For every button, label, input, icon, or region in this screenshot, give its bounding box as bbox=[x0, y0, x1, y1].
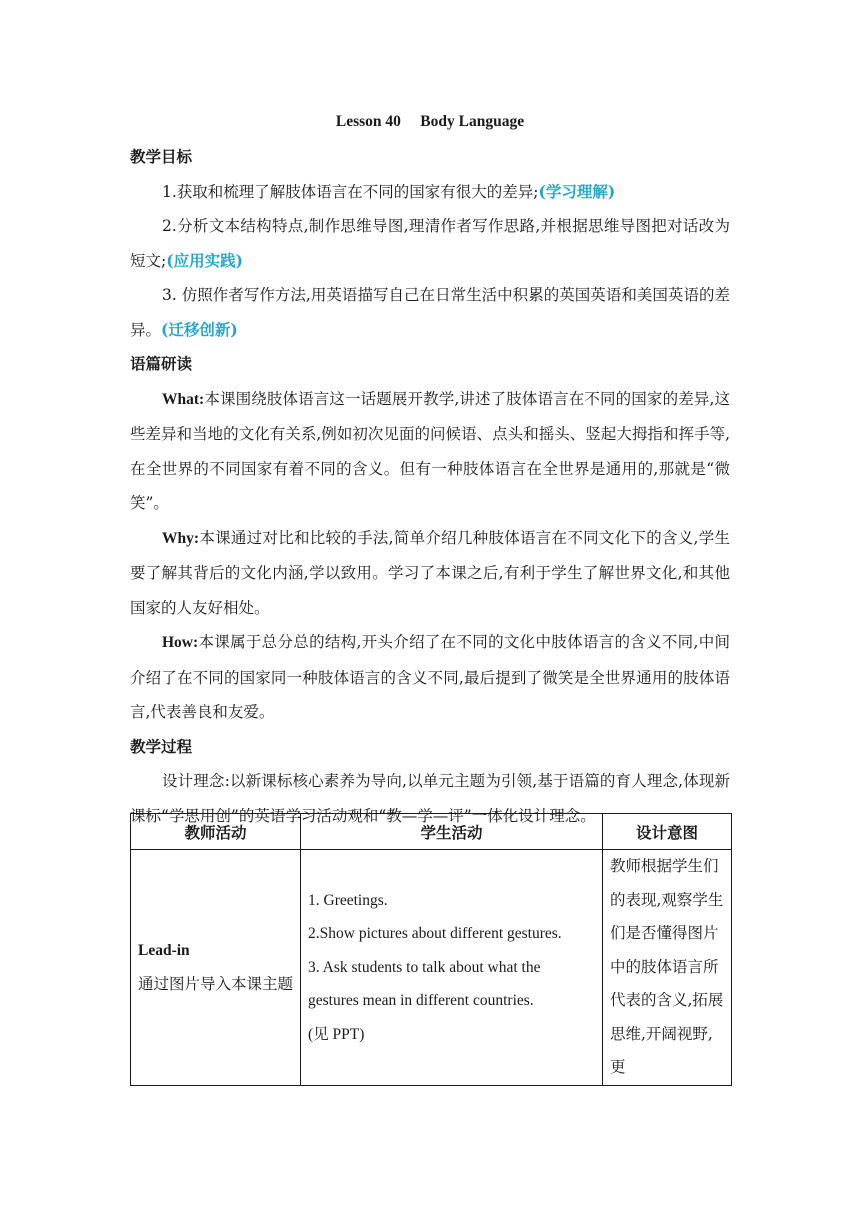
why-text: 本课通过对比和比较的手法,简单介绍几种肢体语言在不同文化下的含义,学生要了解其背后的文化内涵,学以致用。学习了本课之后,有利于学生了解世界文化,和其他国家的人友好相处。 bbox=[130, 528, 730, 617]
student-activity-cell bbox=[301, 850, 603, 1086]
design-concept: 设计理念:以新课标核心素养为导向,以单元主题为引领,基于语篇的育人理念,体现新课标“学思用创”的英语学习活动观和“教—学—评”一体化设计理念。 bbox=[130, 772, 730, 825]
table-header-row bbox=[131, 814, 732, 850]
how-label: How: bbox=[162, 634, 199, 651]
document-page bbox=[130, 108, 730, 833]
objective-item bbox=[130, 209, 730, 278]
header-design-intent: 设计意图 bbox=[603, 814, 732, 850]
student-activity-line: 2.Show pictures about different gestures. bbox=[308, 925, 562, 943]
why-label: Why: bbox=[162, 529, 200, 547]
table-row bbox=[131, 850, 732, 1086]
design-intent-cell: 教师根据学生们的表现,观察学生们是否懂得图片中的肢体语言所代表的含义,拓展思维,开阔视野,更 bbox=[603, 850, 732, 1086]
objective-tag: (学习理解) bbox=[538, 181, 616, 201]
student-activity-line: 1. Greetings. bbox=[308, 891, 388, 909]
objective-text: 2.分析文本结构特点,制作思维导图,理清作者写作思路,并根据思维导图把对话改为短文; bbox=[130, 217, 730, 270]
header-teacher-activity: 教师活动 bbox=[131, 814, 301, 850]
student-activity-line: (见 PPT) bbox=[308, 1025, 365, 1043]
teacher-activity-text: 通过图片导入本课主题 bbox=[138, 974, 294, 993]
objective-text: 1.获取和梳理了解肢体语言在不同的国家有很大的差异; bbox=[162, 182, 539, 201]
what-paragraph bbox=[130, 382, 730, 521]
what-label: What: bbox=[162, 390, 205, 408]
lead-in-label: Lead-in bbox=[138, 942, 190, 959]
objective-tag: (应用实践) bbox=[166, 250, 243, 270]
objective-text: 3. 仿照作者写作方法,用英语描写自己在日常生活中积累的英国英语和美国英语的差异。 bbox=[130, 286, 730, 339]
teaching-process-table bbox=[130, 813, 732, 1086]
how-paragraph bbox=[130, 625, 730, 730]
how-text: 本课属于总分总的结构,开头介绍了在不同的文化中肢体语言的含义不同,中间介绍了在不同的国家同一种肢体语言的含义不同,最后提到了微笑是全世界通用的肢体语言,代表善良和友爱。 bbox=[130, 633, 730, 721]
teacher-activity-cell bbox=[131, 850, 301, 1086]
objective-item bbox=[130, 278, 730, 347]
why-paragraph bbox=[130, 521, 730, 626]
what-text: 本课围绕肢体语言这一话题展开教学,讲述了肢体语言在不同的国家的差异,这些差异和当地的文化有关系,例如初次见面的问候语、点头和摇头、竖起大拇指和挥手等,在全世界的不同国家有着不同的含义。但有一种肢体语言在全世界是通用的,那就是“微笑”。 bbox=[130, 389, 730, 512]
header-student-activity: 学生活动 bbox=[301, 814, 603, 850]
objectives-heading: 教学目标 bbox=[130, 147, 193, 166]
process-heading: 教学过程 bbox=[130, 736, 193, 756]
lesson-title: Lesson 40 Body Language bbox=[335, 113, 525, 130]
reading-heading: 语篇研读 bbox=[130, 354, 193, 373]
student-activity-line: 3. Ask students to talk about what the gestures mean in different countries. bbox=[308, 958, 541, 1010]
objective-tag: (迁移创新) bbox=[161, 319, 238, 339]
objective-item bbox=[130, 175, 730, 210]
